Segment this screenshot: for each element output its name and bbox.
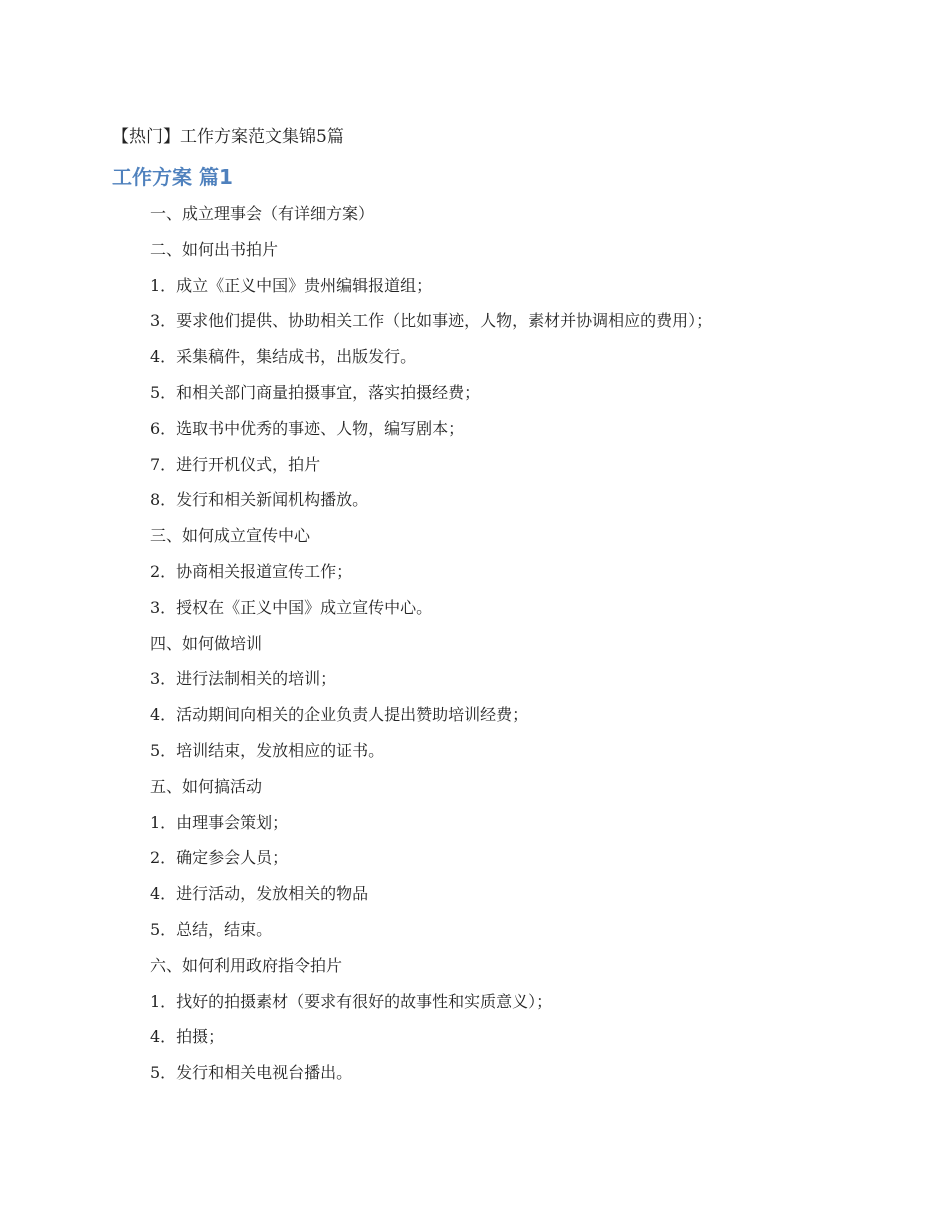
text-line: 二、如何出书拍片 [150,239,279,259]
text-line: 3．要求他们提供、协助相关工作（比如事迹，人物，素材并协调相应的费用）； [150,311,713,331]
text-line: 一、成立理事会（有详细方案） [150,204,375,223]
text-line: 1．找好的拍摄素材（要求有很好的故事性和实质意义）； [150,991,553,1011]
text-line: 4．进行活动，发放相关的物品 [150,884,369,904]
text-line: 2．协商相关报道宣传工作； [150,561,353,581]
text-line: 四、如何做培训 [150,633,263,653]
content-lines [150,201,712,1096]
text-line: 1．由理事会策划； [150,812,289,832]
section-heading: 工作方案 篇1 [112,165,233,189]
text-line: 5．总结，结束。 [150,919,273,939]
text-line: 7．进行开机仪式，拍片 [150,454,321,474]
text-line: 六、如何利用政府指令拍片 [150,955,343,975]
document-title: 【热门】工作方案范文集锦5篇 [112,127,344,147]
text-line: 5．发行和相关电视台播出。 [150,1063,353,1083]
text-line: 8．发行和相关新闻机构播放。 [150,490,369,510]
text-line: 1．成立《正义中国》贵州编辑报道组； [150,275,433,295]
text-line: 5．和相关部门商量拍摄事宜，落实拍摄经费； [150,382,481,402]
text-line: 3．进行法制相关的培训； [150,669,337,689]
text-line: 5．培训结束，发放相应的证书。 [150,740,385,760]
text-line: 6．选取书中优秀的事迹、人物，编写剧本； [150,418,465,438]
text-line: 4．活动期间向相关的企业负责人提出赞助培训经费； [150,705,529,725]
text-line: 2．确定参会人员； [150,848,289,868]
text-line: 4．采集稿件，集结成书，出版发行。 [150,347,417,367]
text-line: 3．授权在《正义中国》成立宣传中心。 [150,597,433,617]
text-line: 五、如何搞活动 [150,776,263,796]
text-line: 4．拍摄； [150,1027,225,1047]
text-line: 三、如何成立宣传中心 [150,526,311,546]
